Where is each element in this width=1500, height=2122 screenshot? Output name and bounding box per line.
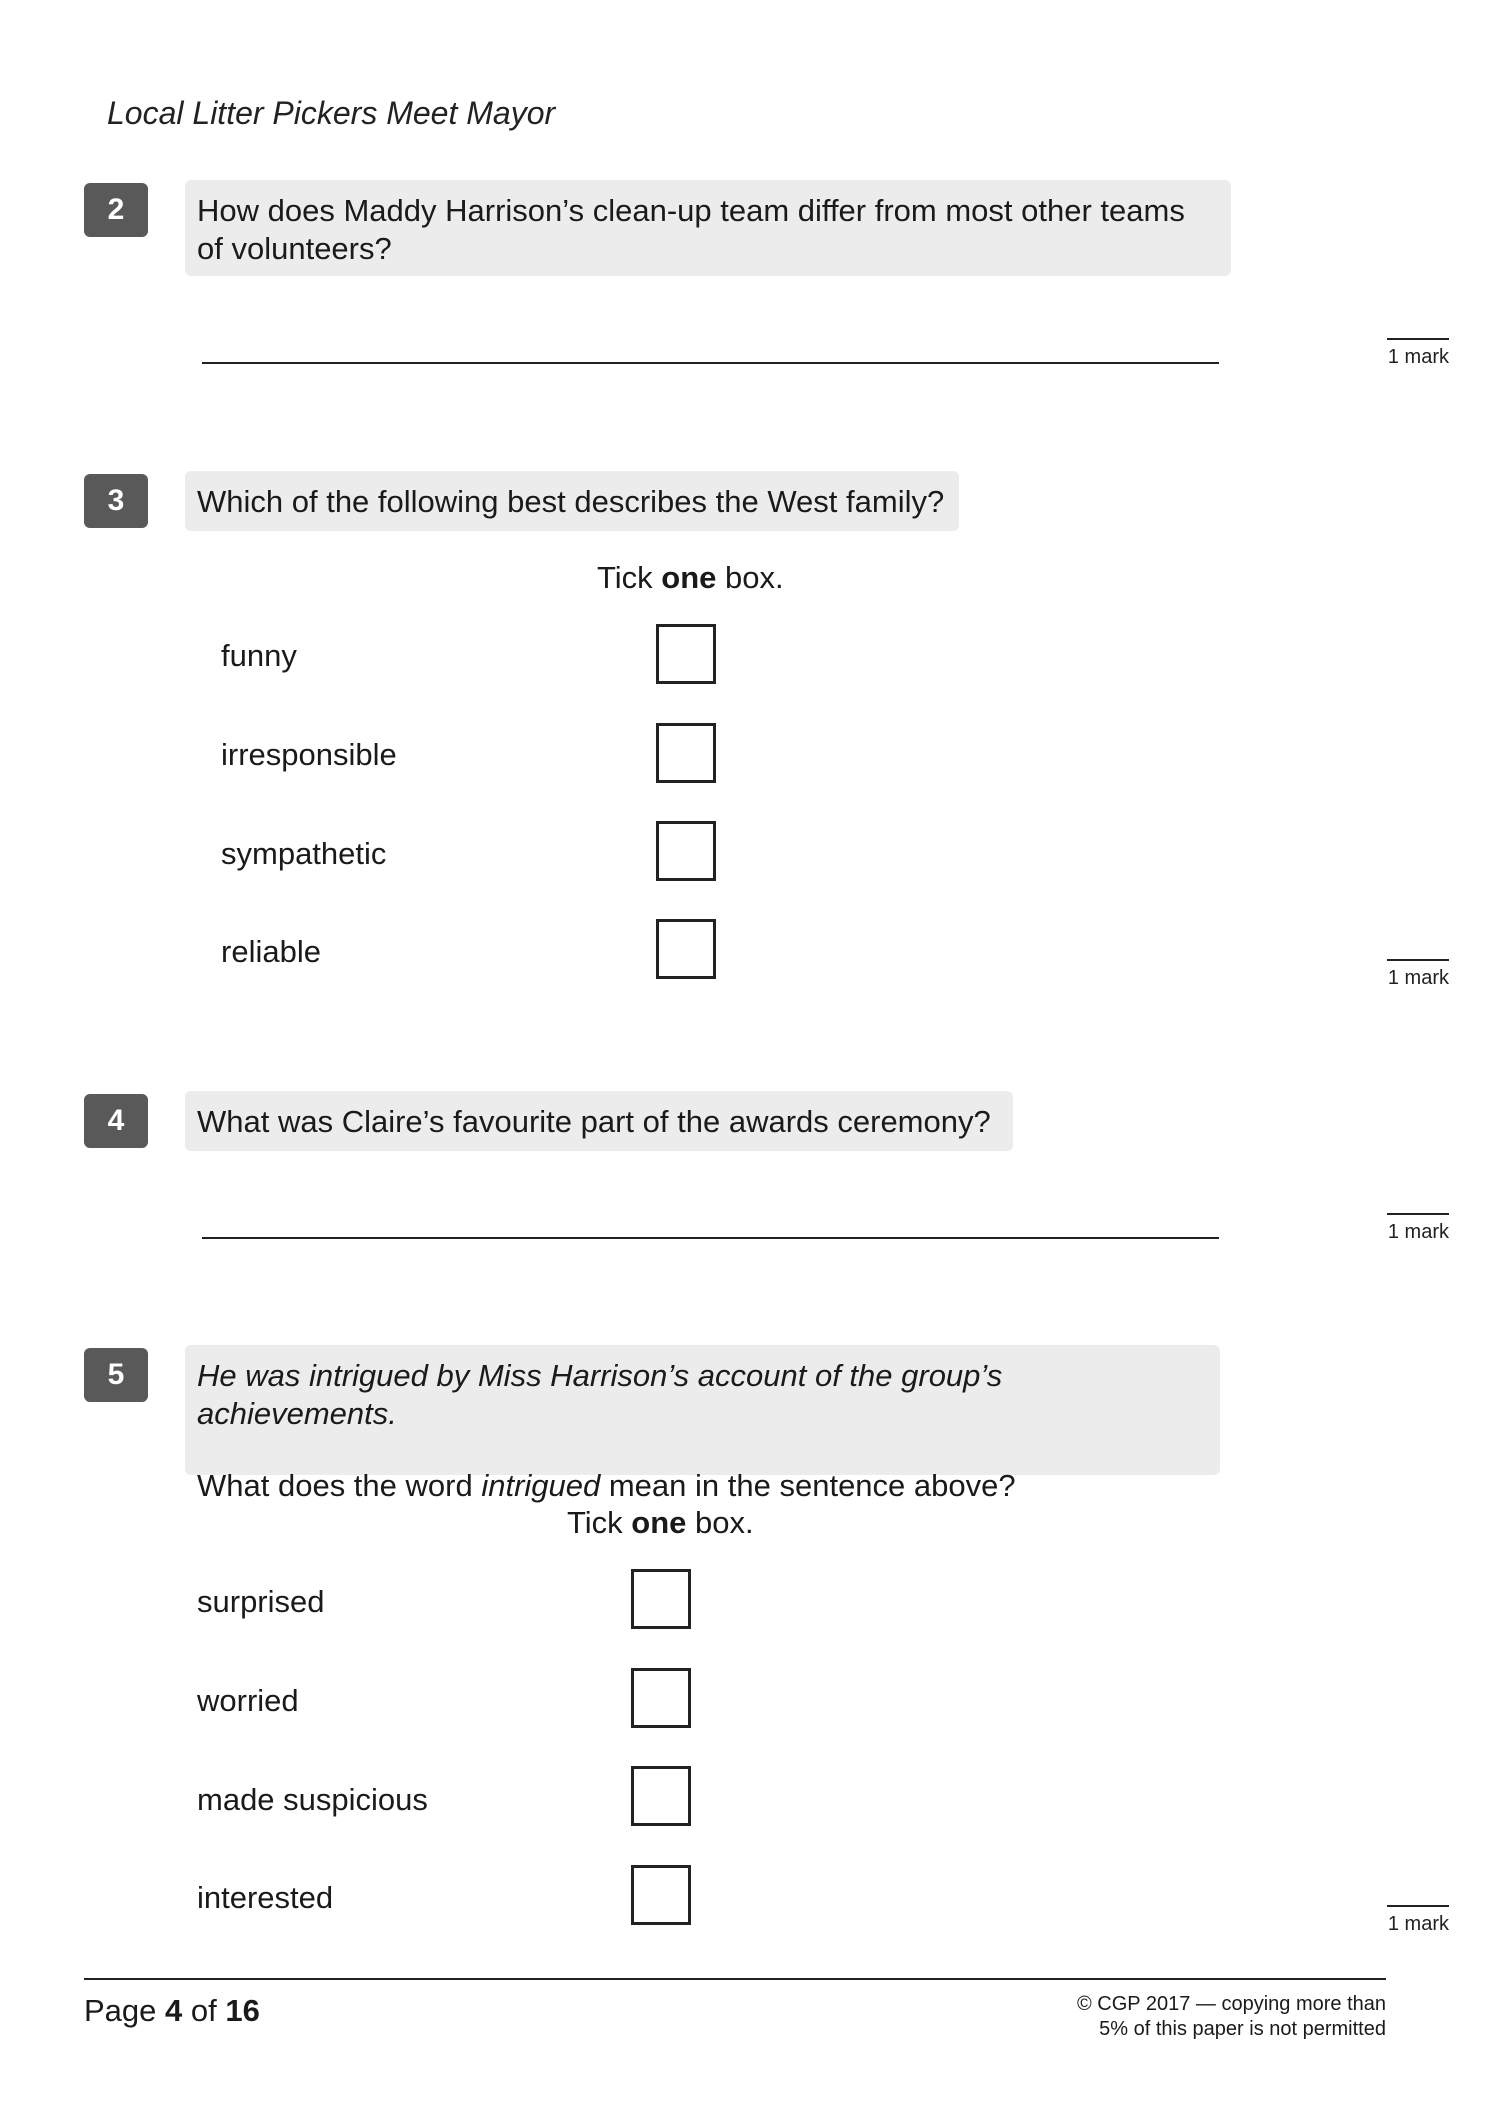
question-5-text-pre: What does the word: [197, 1468, 482, 1503]
mark-label: 1 mark: [1387, 967, 1449, 989]
tick-instruction-bold: one: [661, 560, 717, 595]
question-5-checkbox-made-suspicious[interactable]: [631, 1766, 691, 1826]
question-2-answer-line[interactable]: [202, 362, 1219, 364]
question-3-checkbox-irresponsible[interactable]: [656, 723, 716, 783]
question-3-tick-instruction: [597, 560, 784, 596]
copyright-line-2: 5% of this paper is not permitted: [1099, 2018, 1386, 2040]
tick-instruction-post: box.: [686, 1505, 754, 1540]
question-2-prompt: How does Maddy Harrison’s clean-up team differ from most other teams of volunteers?: [185, 180, 1231, 276]
mark-rule: [1387, 1213, 1449, 1215]
question-2-mark: [1387, 338, 1449, 369]
question-3-option-label: funny: [221, 638, 297, 673]
footer-divider: [84, 1978, 1386, 1980]
question-number-3: 3: [84, 474, 148, 528]
question-5-option-label: worried: [197, 1683, 299, 1718]
question-4-prompt: What was Claire’s favourite part of the awards ceremony?: [185, 1091, 1013, 1151]
page-pre: Page: [84, 1993, 166, 2028]
copyright-notice: [1077, 1992, 1386, 2042]
mark-label: 1 mark: [1387, 1913, 1449, 1935]
question-3-option-label: sympathetic: [221, 836, 387, 871]
question-4-mark: [1387, 1213, 1449, 1244]
question-3-prompt: Which of the following best describes the West family?: [185, 471, 959, 531]
question-5-tick-instruction: [567, 1505, 754, 1541]
tick-instruction-pre: Tick: [597, 560, 662, 595]
question-3-checkbox-reliable[interactable]: [656, 919, 716, 979]
question-5-quote: He was intrigued by Miss Harrison’s account of the group’s achievements.: [197, 1358, 1003, 1431]
mark-rule: [1387, 338, 1449, 340]
page-header-title: Local Litter Pickers Meet Mayor: [107, 95, 556, 131]
page-mid: of: [182, 1993, 226, 2028]
mark-label: 1 mark: [1387, 346, 1449, 368]
tick-instruction-pre: Tick: [567, 1505, 632, 1540]
question-3-option-label: irresponsible: [221, 737, 397, 772]
page-number: [84, 1993, 260, 2029]
question-5-text-word: intrigued: [481, 1468, 601, 1503]
mark-rule: [1387, 1905, 1449, 1907]
question-3-option-label: reliable: [221, 934, 321, 969]
question-4-answer-line[interactable]: [202, 1237, 1219, 1239]
question-5-checkbox-worried[interactable]: [631, 1668, 691, 1728]
question-5-option-label: made suspicious: [197, 1782, 428, 1817]
page-current: 4: [165, 1993, 183, 2028]
question-5-question: [197, 1467, 1208, 1505]
question-5-option-label: surprised: [197, 1584, 325, 1619]
question-number-5: 5: [84, 1348, 148, 1402]
question-number-2: 2: [84, 183, 148, 237]
question-3-checkbox-sympathetic[interactable]: [656, 821, 716, 881]
question-5-checkbox-interested[interactable]: [631, 1865, 691, 1925]
tick-instruction-bold: one: [631, 1505, 687, 1540]
question-3-checkbox-funny[interactable]: [656, 624, 716, 684]
copyright-line-1: © CGP 2017 — copying more than: [1077, 1993, 1386, 2015]
question-3-mark: [1387, 959, 1449, 990]
page-total: 16: [225, 1993, 260, 2028]
question-5-checkbox-surprised[interactable]: [631, 1569, 691, 1629]
mark-rule: [1387, 959, 1449, 961]
question-5-option-label: interested: [197, 1880, 334, 1915]
question-5-text-post: mean in the sentence above?: [600, 1468, 1016, 1503]
question-number-4: 4: [84, 1094, 148, 1148]
question-5-mark: [1387, 1905, 1449, 1936]
tick-instruction-post: box.: [716, 560, 784, 595]
question-5-prompt: [185, 1345, 1220, 1503]
mark-label: 1 mark: [1387, 1221, 1449, 1243]
